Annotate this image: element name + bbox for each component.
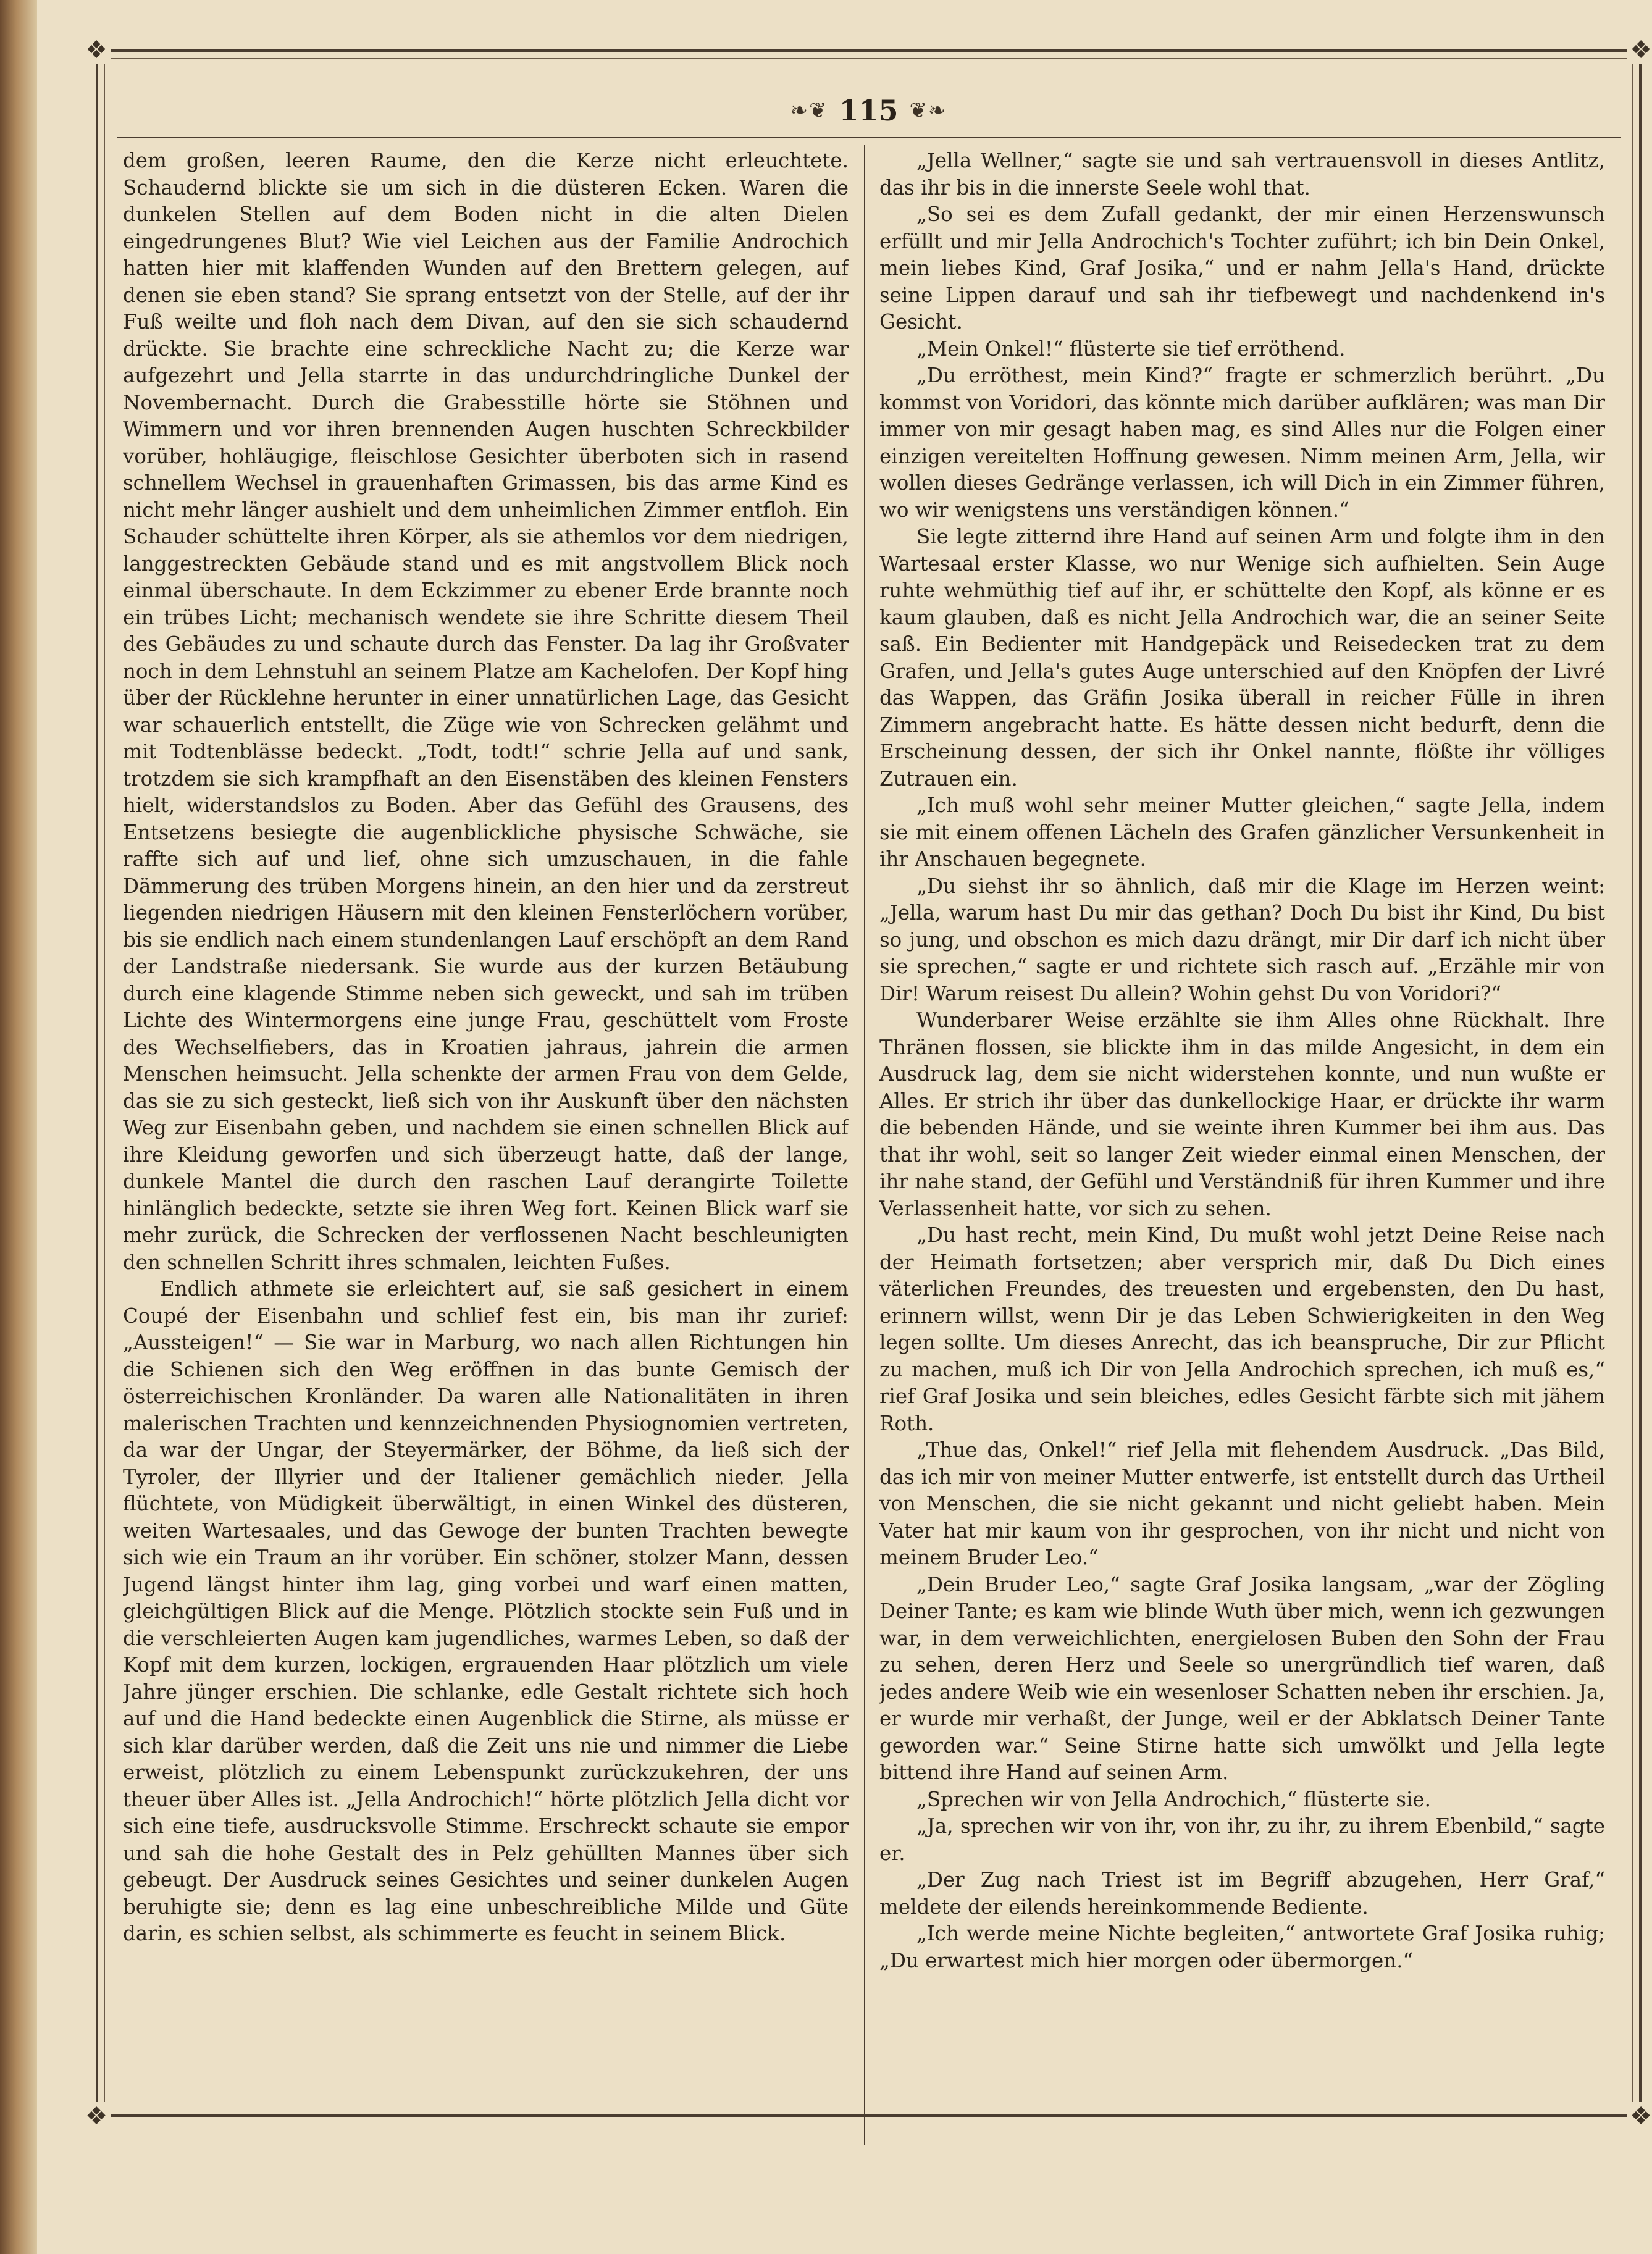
- page-number: 115: [839, 94, 899, 127]
- paragraph: dem großen, leeren Raume, den die Kerze nicht erleuchtete. Schaudernd blickte sie um sich in die düsteren Ecken. Waren die dunkelen Stellen auf dem Boden nicht in die alten Dielen eingedrungenes Blut? Wie viel Leichen aus der Familie Androchich hatten hier mit klaffenden Wunden auf den Brettern gelegen, auf denen sie eben stand? Sie sprang entsetzt von der Stelle, auf der ihr Fuß weilte und floh nach dem Divan, auf den sie sich schaudernd drückte. Sie brachte eine schreckliche Nacht zu; die Kerze war aufgezehrt und Jella starrte in das undurchdringliche Dunkel der Novembernacht. Durch die Grabesstille hörte sie Stöhnen und Wimmern und vor ihren brennenden Augen huschten Schreckbilder vorüber, hohläugige, fleischlose Gesichter überboten sich in rasend schnellem Wechsel in grauenhaften Grimassen, bis das arme Kind es nicht mehr länger aushielt und dem unheimlichen Zimmer entfloh. Ein Schauder schüttelte ihren Körper, als sie athemlos vor dem niedrigen, langgestreckten Gebäude stand und es mit angstvollem Blick noch einmal überschaute. In dem Eckzimmer zu ebener Erde brannte noch ein trübes Licht; mechanisch wendete sie ihre Schritte diesem Theil des Gebäudes zu und schaute durch das Fenster. Da lag ihr Großvater noch in dem Lehnstuhl an seinem Platze am Kachelofen. Der Kopf hing über der Rücklehne herunter in einer unnatürlichen Lage, das Gesicht war schauerlich entstellt, die Züge wie von Schrecken gelähmt und mit Todtenblässe bedeckt. „Todt, todt!“ schrie Jella auf und sank, trotzdem sie sich krampfhaft an den Eisenstäben des kleinen Fensters hielt, widerstandslos zu Boden. Aber das Gefühl des Grausens, des Entsetzens besiegte die augenblickliche physische Schwäche, sie raffte sich auf und lief, ohne sich umzuschauen, in die fahle Dämmerung des trüben Morgens hinein, an den hier und da zerstreut liegenden niedrigen Häusern mit den kleinen Fensterlöchern vorüber, bis sie endlich nach einem stundenlangen Lauf erschöpft an dem Rand der Landstraße niedersank. Sie wurde aus der kurzen Betäubung durch eine klagende Stimme neben sich geweckt, und sah im trüben Lichte des Wintermorgens eine junge Frau, geschüttelt vom Froste des Wechselfiebers, das in Kroatien jahraus, jahrein die armen Menschen heimsucht. Jella schenkte der armen Frau von dem Gelde, das sie zu sich gesteckt, ließ sich von ihr Auskunft über den nächsten Weg zur Eisenbahn geben, und nachdem sie einen schnellen Blick auf ihre Kleidung geworfen und sich überzeugt hatte, daß der lange, dunkele Mantel die durch den raschen Lauf derangirte Toilette hinlänglich bedeckte, setzte sie ihren Weg fort. Keinen Blick warf sie mehr zurück, die Schrecken der verflossenen Nacht beschleunigten den schnellen Schritt ihres schmalen, leichten Fußes.: [123, 149, 849, 1274]
- paragraph: „Ich werde meine Nichte begleiten,“ antwortete Graf Josika ruhig; „Du erwartest mich hier morgen oder übermorgen.“: [879, 1922, 1605, 1972]
- paragraph: „Jella Wellner,“ sagte sie und sah vertrauensvoll in dieses Antlitz, das ihr bis in die innerste Seele wohl that.: [879, 149, 1605, 199]
- book-binding-edge: [0, 0, 37, 2254]
- corner-ornament-icon: ❖: [82, 36, 111, 64]
- paragraph: „So sei es dem Zufall gedankt, der mir einen Herzenswunsch erfüllt und mir Jella Androchich's Tochter zuführt; ich bin Dein Onkel, mein liebes Kind, Graf Josika,“ und er nahm Jella's Hand, drückte seine Lippen darauf und sah ihr tiefbewegt und nachdenkend in's Gesicht.: [879, 203, 1605, 333]
- column-divider: [864, 145, 865, 2145]
- paragraph: „Mein Onkel!“ flüsterte sie tief erröthend.: [916, 337, 1346, 361]
- page-sheet: [37, 0, 1652, 2254]
- paragraph: „Du hast recht, mein Kind, Du mußt wohl jetzt Deine Reise nach der Heimath fortsetzen; aber versprich mir, daß Du Dich eines väterlichen Freundes, des treuesten und ergebensten, den Du hast, erinnern willst, wenn Dir je das Leben Schwierigkeiten in den Weg legen sollte. Um dieses Anrecht, das ich beanspruche, Dir zur Pflicht zu machen, muß ich Dir von Jella Androchich sprechen, ich muß es,“ rief Graf Josika und sein bleiches, edles Gesicht färbte sich mit jähem Roth.: [879, 1223, 1605, 1435]
- paragraph: „Der Zug nach Triest ist im Begriff abzugehen, Herr Graf,“ meldete der eilends hereinkommende Bediente.: [879, 1868, 1605, 1919]
- paragraph: „Dein Bruder Leo,“ sagte Graf Josika langsam, „war der Zögling Deiner Tante; es kam wie blinde Wuth über mich, wenn ich gezwungen war, in dem verweichlichten, energielosen Buben den Sohn der Frau zu sehen, deren Herz und Seele so unergründlich tief waren, daß jedes andere Weib wie ein wesenloser Schatten neben ihr erschien. Ja, er wurde mir verhaßt, der Junge, weil er der Abklatsch Deiner Tante geworden war.“ Seine Stirne hatte sich umwölkt und Jella legte bittend ihre Hand auf seinen Arm.: [879, 1572, 1605, 1784]
- left-text-column: [123, 148, 849, 2142]
- paragraph: „Ich muß wohl sehr meiner Mutter gleichen,“ sagte Jella, indem sie mit einem offenen Lächeln des Grafen gänzlicher Versunkenheit in ihr Anschauen begegnete.: [879, 794, 1605, 871]
- paragraph: „Du erröthest, mein Kind?“ fragte er schmerzlich berührt. „Du kommst von Voridori, das könnte mich darüber aufklären; was man Dir immer von mir gesagt haben mag, es sind Alles nur die Folgen einer einzigen vereitelten Hoffnung gewesen. Nimm meinen Arm, Jella, wir wollen dieses Gedränge verlassen, ich will Dich in ein Zimmer führen, wo wir wenigstens uns verständigen können.“: [879, 364, 1605, 522]
- paragraph: Sie legte zitternd ihre Hand auf seinen Arm und folgte ihm in den Wartesaal erster Klasse, wo nur Wenige sich aufhielten. Sein Auge ruhte wehmüthig tief auf ihr, er schüttelte den Kopf, als könne er es kaum glauben, daß es nicht Jella Androchich war, die an seiner Seite saß. Ein Bedienter mit Handgepäck und Reisedecken trat zu dem Grafen, und Jella's gutes Auge unterschied auf den Knöpfen der Livré das Wappen, das Gräfin Josika überall in reicher Fülle in ihren Zimmern angebracht hatte. Es hätte dessen nicht bedurft, denn die Erscheinung dessen, der sich ihr Onkel nannte, flößte ihr völliges Zutrauen ein.: [879, 525, 1605, 790]
- header-rule: [117, 137, 1621, 138]
- page-header: [98, 89, 1639, 132]
- paragraph: Wunderbarer Weise erzählte sie ihm Alles ohne Rückhalt. Ihre Thränen flossen, sie blickte ihm in das milde Angesicht, in dem ein Ausdruck lag, dem sie nicht widerstehen konnte, und nun wußte er Alles. Er strich ihr über das dunkellockige Haar, er drückte ihr warm die bebenden Hände, und sie weinte ihren Kummer bei ihm aus. Das that ihr wohl, seit so langer Zeit wieder einmal einen Menschen, der ihr nahe stand, der Gefühl und Verständniß für ihren Kummer und ihre Verlassenheit hatte, vor sich zu sehen.: [879, 1008, 1605, 1220]
- page-frame: [85, 36, 1652, 2130]
- paragraph: „Du siehst ihr so ähnlich, daß mir die Klage im Herzen weint: „Jella, warum hast Du mir das gethan? Doch Du bist ihr Kind, Du bist so jung, und obschon es mich dazu drängt, mir Dir darf ich nicht über sie sprechen,“ sagte er und richtete sich rasch auf. „Erzähle mir von Dir! Warum reisest Du allein? Wohin gehst Du von Voridori?“: [879, 874, 1605, 1005]
- paragraph: Endlich athmete sie erleichtert auf, sie saß gesichert in einem Coupé der Eisenbahn und schlief fest ein, bis man ihr zurief: „Aussteigen!“ — Sie war in Marburg, wo nach allen Richtungen hin die Schienen sich den Weg eröffnen in das bunte Gemisch der österreichischen Kronländer. Da waren alle Nationalitäten in ihren malerischen Trachten und kennzeichnenden Physiognomien vertreten, da war der Ungar, der Steyermärker, der Böhme, da ließ sich der Tyroler, der Illyrier und der Italiener gemächlich nieder. Jella flüchtete, von Müdigkeit überwältigt, in einen Winkel des düsteren, weiten Wartesaales, und das Gewoge der bunten Trachten bewegte sich wie ein Traum an ihr vorüber. Ein schöner, stolzer Mann, dessen Jugend längst hinter ihm lag, ging vorbei und warf einen matten, gleichgültigen Blick auf die Menge. Plötzlich stockte sein Fuß und in die verschleierten Augen kam jugendliches, warmes Leben, so daß der Kopf mit dem kurzen, lockigen, ergrauenden Haar plötzlich um viele Jahre jünger erschien. Die schlanke, edle Gestalt richtete sich hoch auf und die Hand bedeckte einen Augenblick die Stirne, als müsse er sich klar darüber werden, daß die Zeit uns nie und nimmer die Liebe erweist, plötzlich zu einem Lebenspunkt zurückzukehren, der uns theuer über Alles ist. „Jella Androchich!“ hörte plötzlich Jella dicht vor sich eine tiefe, ausdrucksvolle Stimme. Erschreckt schaute sie empor und sah die hohe Gestalt des in Pelz gehüllten Mannes über sich gebeugt. Der Ausdruck seines Gesichtes und seiner dunkelen Augen beruhigte sie; denn es lag eine unbeschreibliche Milde und Güte darin, es schien selbst, als schimmerte es feucht in seinem Blick.: [123, 1277, 849, 1945]
- paragraph: „Ja, sprechen wir von ihr, von ihr, zu ihr, zu ihrem Ebenbild,“ sagte er.: [879, 1814, 1605, 1865]
- paragraph: „Sprechen wir von Jella Androchich,“ flüsterte sie.: [916, 1787, 1431, 1811]
- corner-ornament-icon: ❖: [1627, 36, 1652, 64]
- paragraph: „Thue das, Onkel!“ rief Jella mit flehendem Ausdruck. „Das Bild, das ich mir von meiner Mutter entwerfe, ist entstellt durch das Urtheil von Menschen, die sie nicht gekannt und nicht geliebt haben. Mein Vater hat mir kaum von ihr gesprochen, von ihr nicht und nicht von meinem Bruder Leo.“: [879, 1438, 1605, 1569]
- header-ornament-right-icon: ❦❧: [909, 98, 947, 123]
- corner-ornament-icon: ❖: [1627, 2102, 1652, 2130]
- corner-ornament-icon: ❖: [82, 2102, 111, 2130]
- header-ornament-left-icon: ❧❦: [790, 98, 828, 123]
- right-text-column: [879, 148, 1605, 2142]
